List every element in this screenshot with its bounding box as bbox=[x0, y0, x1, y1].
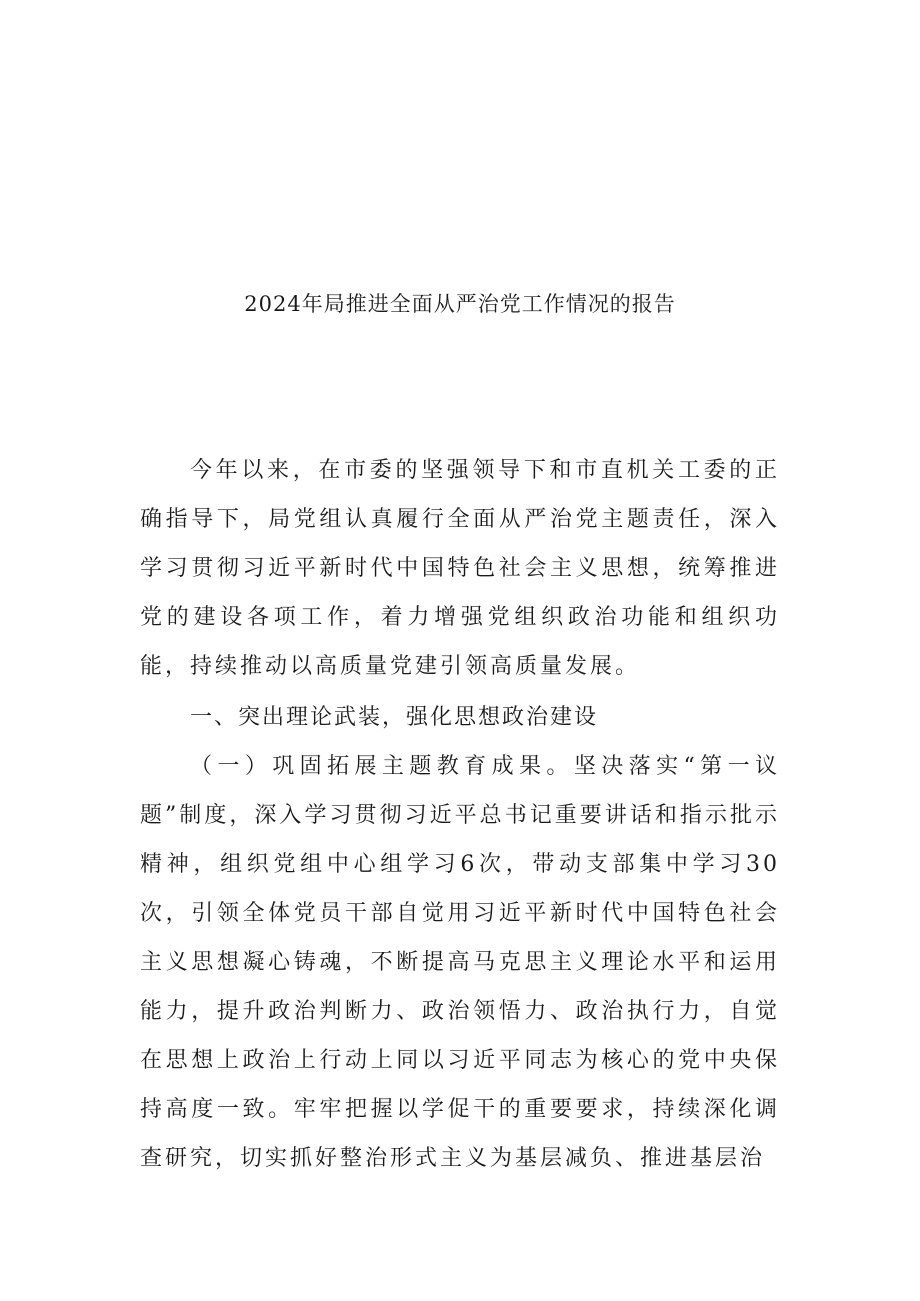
section-paragraph: （一）巩固拓展主题教育成果。坚决落实“第一议题”制度，深入学习贯彻习近平总书记重要讲话和指示批示精神，组织党组中心组学习6次，带动支部集中学习30次，引领全体党员干部自觉用习近平新时代中国特色社会主义思想凝心铸魂，不断提高马克思主义理论水平和运用能力，提升政治判断力、政治领悟力、政治执行力，自觉在思想上政治上行动上同以习近平同志为核心的党中央保持高度一致。牢牢把握以学促干的重要要求，持续深化调查研究，切实抓好整治形式主义为基层减负、推进基层治 bbox=[140, 754, 780, 1171]
section-heading: 一、突出理论武装，强化思想政治建设 bbox=[190, 705, 599, 730]
section-heading-block bbox=[140, 693, 780, 742]
section-paragraph-block bbox=[140, 742, 780, 1183]
intro-paragraph: 今年以来，在市委的坚强领导下和市直机关工委的正确指导下，局党组认真履行全面从严治党主题责任，深入学习贯彻习近平新时代中国特色社会主义思想，统筹推进党的建设各项工作，着力增强党组织政治功能和组织功能，持续推动以高质量党建引领高质量发展。 bbox=[140, 458, 780, 679]
intro-paragraph-block bbox=[140, 446, 780, 691]
document-title: 2024年局推进全面从严治党工作情况的报告 bbox=[244, 292, 676, 316]
